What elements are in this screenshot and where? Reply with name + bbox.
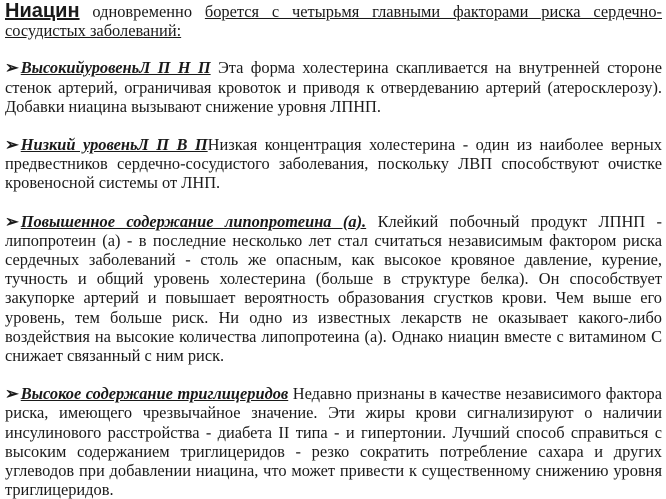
item-body: Низкая концентрация холестерина - один из наиболее верных предвестников сердечно-сосудистого заболевания, поскольку ЛВП способствуют очистке кровеносной системы от ЛНП. <box>5 135 662 193</box>
item-heading: Высокое содержание триглицеридов <box>20 384 289 404</box>
arrow-bullet-icon: ➢ <box>5 135 19 155</box>
item-ldl <box>5 58 662 116</box>
item-heading: Низкий уровеньЛ П В П <box>20 135 208 155</box>
intro-text: одновременно <box>79 2 205 21</box>
arrow-bullet-icon: ➢ <box>5 58 19 78</box>
intro-paragraph <box>5 2 662 40</box>
item-hdl <box>5 135 662 193</box>
item-triglycerides <box>5 384 662 499</box>
item-lipoprotein-a <box>5 212 662 366</box>
item-heading: Повышенное содержание липопротеина (а). <box>20 211 367 231</box>
item-heading: ВысокийуровеньЛ П Н П <box>20 58 211 78</box>
intro-underlined-text: борется с четырьмя главными факторами риска сердечно-сосудистых заболеваний: <box>5 2 662 41</box>
item-body: Недавно признаны в качестве независимого фактора риска, имеющего чрезвычайное значение. Эти жиры крови сигнализируют о наличии инсулинового расстройства - диабета II типа - и гипертонии. Лучший способ справиться с высоким содержанием триглицеридов - резко сократить потребление сахара и других углеводов при добавлении ниацина, что может привести к существенному снижению уровня триглицеридов. <box>5 384 662 499</box>
item-body: Эта форма холестерина скапливается на внутренней стороне стенок артерий, ограничивая кровоток и приводя к отвердеванию артерий (атеросклерозу). Добавки ниацина вызывают снижение уровня ЛПНП. <box>5 58 662 116</box>
item-body: Клейкий побочный продукт ЛПНП - липопротеин (а) - в последние несколько лет стал считаться независимым фактором риска сердечных заболеваний - столь же опасным, как высокое кровяное давление, курение, тучность и общий уровень холестерина (больше в структуре белка). Он способствует закупорке артерий и повышает вероятность образования сгустков крови. Чем выше его уровень, тем больше риск. Ни одно из известных лекарств не оказывает какого-либо воздействия на высокие количества липопротеина (а). Однако ниацин вместе с витамином С снижает связанный с ним риск. <box>5 211 663 366</box>
document-title: Ниацин <box>5 0 80 22</box>
arrow-bullet-icon: ➢ <box>5 384 19 404</box>
arrow-bullet-icon: ➢ <box>5 211 19 231</box>
